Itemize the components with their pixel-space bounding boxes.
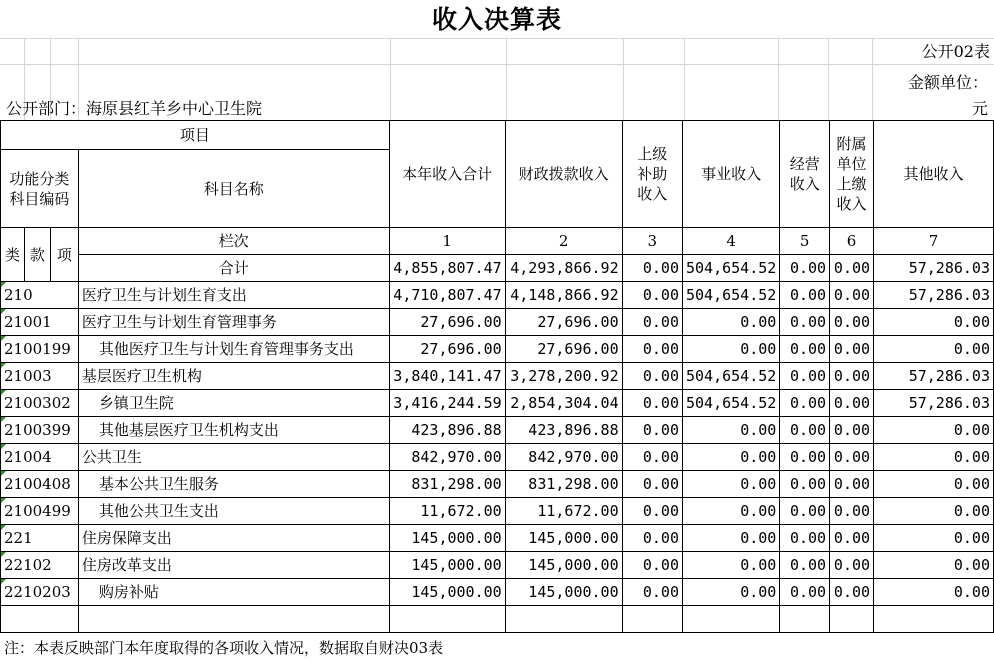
amount-cell: 0.00 <box>780 390 830 417</box>
amount-cell: 0.00 <box>622 444 682 471</box>
col-num-5: 5 <box>780 228 830 255</box>
subject-name: 住房改革支出 <box>78 552 389 579</box>
col-num-2: 2 <box>505 228 622 255</box>
amount-cell: 57,286.03 <box>874 363 994 390</box>
amount-cell: 27,696.00 <box>389 336 505 363</box>
amount-cell: 0.00 <box>780 471 830 498</box>
amount-cell: 0.00 <box>874 579 994 606</box>
amount-cell: 2,854,304.04 <box>505 390 622 417</box>
empty-cell <box>505 606 622 633</box>
amount-cell: 423,896.88 <box>389 417 505 444</box>
empty-cell <box>683 606 780 633</box>
affiliate-income-header: 附属单位上缴收入 <box>830 121 874 228</box>
footer-note: 注：本表反映部门本年度取得的各项收入情况，数据取自财决03表 <box>4 639 444 657</box>
subject-name: 其他医疗卫生与计划生育管理事务支出 <box>78 336 389 363</box>
amount-cell: 0.00 <box>830 390 874 417</box>
total-row <box>1 255 994 282</box>
amount-cell: 145,000.00 <box>389 579 505 606</box>
col-num-3: 3 <box>622 228 682 255</box>
project-header: 项目 <box>1 121 390 150</box>
amount-cell: 0.00 <box>830 282 874 309</box>
amount-unit <box>878 70 988 122</box>
amount-cell: 0.00 <box>622 390 682 417</box>
income-table <box>0 120 994 633</box>
amount-cell: 0.00 <box>683 579 780 606</box>
amount-cell: 145,000.00 <box>505 525 622 552</box>
amount-cell: 0.00 <box>830 363 874 390</box>
amount-cell: 0.00 <box>622 552 682 579</box>
grid-line <box>872 38 873 120</box>
amount-cell: 0.00 <box>830 498 874 525</box>
amount-cell: 0.00 <box>830 336 874 363</box>
amount-cell: 3,416,244.59 <box>389 390 505 417</box>
amount-cell: 0.00 <box>780 309 830 336</box>
total-value: 4,855,807.47 <box>389 255 505 282</box>
table-row <box>1 336 994 363</box>
table-row <box>1 579 994 606</box>
amount-cell: 0.00 <box>874 498 994 525</box>
amount-cell: 842,970.00 <box>389 444 505 471</box>
amount-cell: 3,840,141.47 <box>389 363 505 390</box>
grid-line <box>684 38 685 120</box>
col-num-4: 4 <box>683 228 780 255</box>
empty-cell <box>830 606 874 633</box>
amount-cell: 0.00 <box>830 309 874 336</box>
grid-line <box>0 38 994 39</box>
col-num-7: 7 <box>874 228 994 255</box>
amount-cell: 504,654.52 <box>683 390 780 417</box>
column-index-label: 栏次 <box>78 228 389 255</box>
amount-cell: 0.00 <box>683 336 780 363</box>
total-value: 504,654.52 <box>683 255 780 282</box>
amount-cell: 0.00 <box>683 498 780 525</box>
amount-cell: 0.00 <box>683 417 780 444</box>
amount-cell: 11,672.00 <box>389 498 505 525</box>
amount-cell: 0.00 <box>874 444 994 471</box>
subject-code: 2100408 <box>1 471 79 498</box>
subject-name: 其他公共卫生支出 <box>78 498 389 525</box>
amount-cell: 0.00 <box>874 525 994 552</box>
col-num-6: 6 <box>830 228 874 255</box>
amount-cell: 0.00 <box>622 471 682 498</box>
amount-cell: 0.00 <box>683 552 780 579</box>
function-code-header: 功能分类科目编码 <box>1 150 79 228</box>
amount-cell: 0.00 <box>622 282 682 309</box>
subject-code: 21003 <box>1 363 79 390</box>
amount-cell: 0.00 <box>780 525 830 552</box>
amount-cell: 0.00 <box>622 579 682 606</box>
amount-cell: 0.00 <box>683 309 780 336</box>
kuan-header: 款 <box>24 228 50 282</box>
amount-cell: 0.00 <box>683 525 780 552</box>
table-row <box>1 498 994 525</box>
amount-cell: 0.00 <box>874 336 994 363</box>
subject-code: 2100399 <box>1 417 79 444</box>
amount-cell: 0.00 <box>874 309 994 336</box>
amount-cell: 4,710,807.47 <box>389 282 505 309</box>
amount-cell: 831,298.00 <box>389 471 505 498</box>
blank-row <box>1 606 994 633</box>
table-row <box>1 390 994 417</box>
amount-cell: 0.00 <box>874 417 994 444</box>
subject-name: 基本公共卫生服务 <box>78 471 389 498</box>
table-code: 公开02表 <box>921 42 990 61</box>
subject-code: 2100302 <box>1 390 79 417</box>
amount-cell: 0.00 <box>780 336 830 363</box>
department-label: 公开部门：海原县红羊乡中心卫生院 <box>6 99 263 118</box>
amount-cell: 0.00 <box>622 336 682 363</box>
amount-cell: 0.00 <box>830 525 874 552</box>
amount-cell: 0.00 <box>830 417 874 444</box>
table-row <box>1 444 994 471</box>
amount-cell: 0.00 <box>780 444 830 471</box>
amount-cell: 145,000.00 <box>505 579 622 606</box>
amount-cell: 0.00 <box>622 417 682 444</box>
amount-cell: 0.00 <box>622 309 682 336</box>
amount-cell: 504,654.52 <box>683 363 780 390</box>
subject-code: 21001 <box>1 309 79 336</box>
empty-cell <box>78 606 389 633</box>
amount-cell: 504,654.52 <box>683 282 780 309</box>
amount-cell: 145,000.00 <box>389 525 505 552</box>
amount-cell: 842,970.00 <box>505 444 622 471</box>
subject-code: 221 <box>1 525 79 552</box>
amount-cell: 0.00 <box>830 444 874 471</box>
table-row <box>1 309 994 336</box>
amount-unit-value: 元 <box>971 99 988 118</box>
amount-cell: 0.00 <box>780 498 830 525</box>
amount-cell: 423,896.88 <box>505 417 622 444</box>
subject-name: 住房保障支出 <box>78 525 389 552</box>
subject-code: 2100499 <box>1 498 79 525</box>
amount-cell: 0.00 <box>622 498 682 525</box>
amount-cell: 0.00 <box>780 282 830 309</box>
amount-cell: 0.00 <box>830 579 874 606</box>
amount-cell: 0.00 <box>830 471 874 498</box>
grid-line <box>623 38 624 120</box>
amount-cell: 57,286.03 <box>874 390 994 417</box>
subject-name: 乡镇卫生院 <box>78 390 389 417</box>
subject-code: 22102 <box>1 552 79 579</box>
amount-cell: 831,298.00 <box>505 471 622 498</box>
subject-name: 基层医疗卫生机构 <box>78 363 389 390</box>
amount-cell: 27,696.00 <box>505 336 622 363</box>
operating-income-header: 经营收入 <box>780 121 830 228</box>
amount-cell: 0.00 <box>683 444 780 471</box>
total-value: 57,286.03 <box>874 255 994 282</box>
amount-cell: 11,672.00 <box>505 498 622 525</box>
subject-code: 2210203 <box>1 579 79 606</box>
empty-cell <box>622 606 682 633</box>
amount-cell: 0.00 <box>874 552 994 579</box>
report-title: 收入决算表 <box>431 5 562 34</box>
total-value: 0.00 <box>780 255 830 282</box>
amount-cell: 4,148,866.92 <box>505 282 622 309</box>
amount-cell: 57,286.03 <box>874 282 994 309</box>
fiscal-income-header: 财政拨款收入 <box>505 121 622 228</box>
empty-cell <box>874 606 994 633</box>
grid-line <box>828 38 829 120</box>
subject-code: 21004 <box>1 444 79 471</box>
amount-cell: 0.00 <box>780 417 830 444</box>
grid-line <box>778 38 779 120</box>
amount-cell: 0.00 <box>780 363 830 390</box>
empty-cell <box>1 606 79 633</box>
empty-cell <box>780 606 830 633</box>
amount-cell: 0.00 <box>683 471 780 498</box>
amount-cell: 3,278,200.92 <box>505 363 622 390</box>
amount-cell: 27,696.00 <box>505 309 622 336</box>
total-value: 0.00 <box>830 255 874 282</box>
table-row <box>1 417 994 444</box>
subject-name: 其他基层医疗卫生机构支出 <box>78 417 389 444</box>
grid-line <box>506 38 507 120</box>
total-value: 4,293,866.92 <box>505 255 622 282</box>
total-label: 合计 <box>78 255 389 282</box>
subject-name: 购房补贴 <box>78 579 389 606</box>
amount-cell: 0.00 <box>780 579 830 606</box>
amount-cell: 27,696.00 <box>389 309 505 336</box>
header-row-project <box>1 121 994 150</box>
subject-name-header: 科目名称 <box>78 150 389 228</box>
amount-cell: 0.00 <box>780 552 830 579</box>
business-income-header: 事业收入 <box>683 121 780 228</box>
amount-cell: 0.00 <box>622 525 682 552</box>
amount-unit-label: 金额单位： <box>907 73 988 92</box>
amount-cell: 0.00 <box>830 552 874 579</box>
total-value: 0.00 <box>622 255 682 282</box>
lei-header: 类 <box>1 228 25 282</box>
table-row <box>1 552 994 579</box>
amount-cell: 0.00 <box>874 471 994 498</box>
col-num-1: 1 <box>389 228 505 255</box>
other-income-header: 其他收入 <box>874 121 994 228</box>
superior-subsidy-header: 上级补助收入 <box>622 121 682 228</box>
grid-line <box>0 64 994 65</box>
subject-name: 公共卫生 <box>78 444 389 471</box>
subject-name: 医疗卫生与计划生育支出 <box>78 282 389 309</box>
amount-cell: 145,000.00 <box>505 552 622 579</box>
table-row <box>1 363 994 390</box>
subject-code: 2100199 <box>1 336 79 363</box>
subject-name: 医疗卫生与计划生育管理事务 <box>78 309 389 336</box>
table-row <box>1 471 994 498</box>
amount-cell: 0.00 <box>622 363 682 390</box>
empty-cell <box>389 606 505 633</box>
table-row <box>1 525 994 552</box>
header-row-index <box>1 228 994 255</box>
table-row <box>1 282 994 309</box>
total-income-header: 本年收入合计 <box>389 121 505 228</box>
subject-code: 210 <box>1 282 79 309</box>
amount-cell: 145,000.00 <box>389 552 505 579</box>
grid-line <box>390 38 391 120</box>
xiang-header: 项 <box>50 228 78 282</box>
